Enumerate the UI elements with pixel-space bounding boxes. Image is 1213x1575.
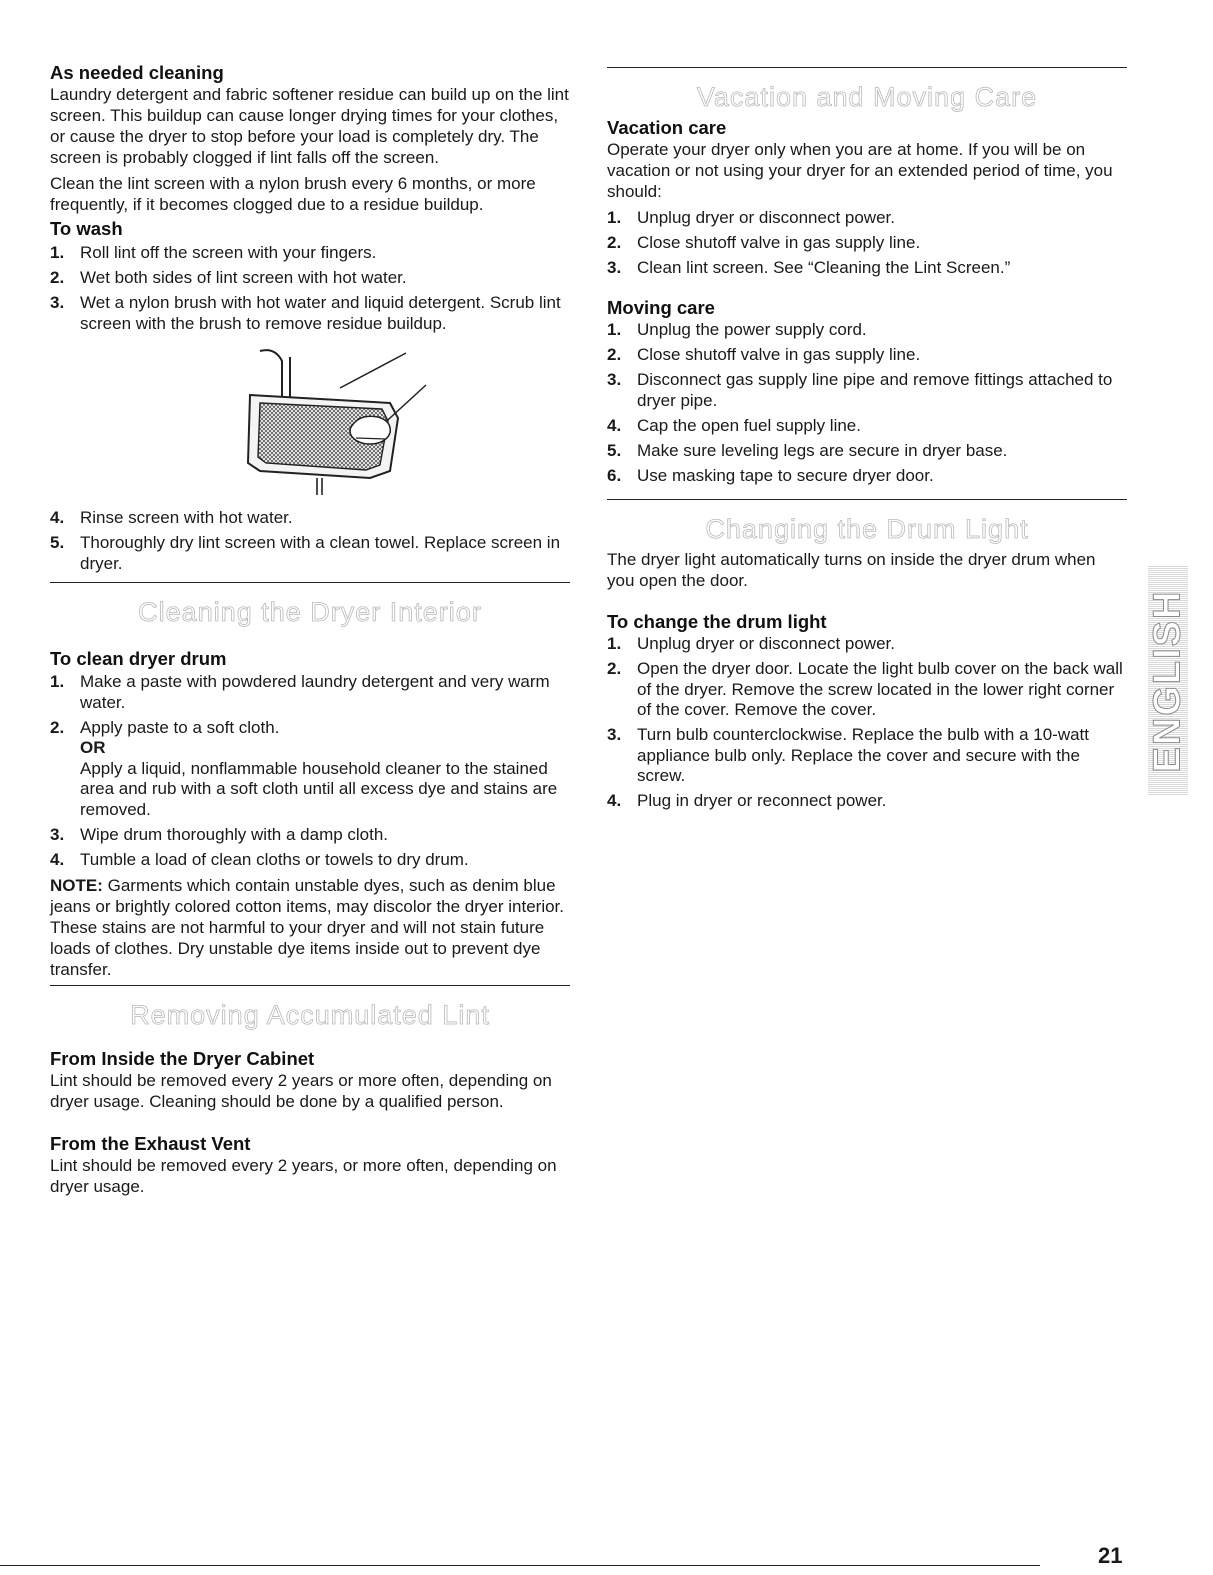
clean-dryer-drum-section (50, 648, 570, 980)
drum-light-section (607, 549, 1127, 816)
or-label: OR (80, 738, 106, 757)
cabinet-heading: From Inside the Dryer Cabinet (50, 1048, 315, 1069)
as-needed-cleaning-section (50, 62, 570, 215)
drum-light-steps (607, 634, 1127, 812)
to-wash-heading: To wash (50, 218, 123, 239)
lint-screen-brush-illustration (230, 343, 430, 503)
drum-light-intro: The dryer light automatically turns on inside the dryer drum when you open the door. (607, 550, 1096, 590)
vacation-intro: Operate your dryer only when you are at home. If you will be on vacation or not using your dryer for an extended period of time, you should: (607, 140, 1113, 201)
list-item: 1. Roll lint off the screen with your fingers. (50, 243, 377, 262)
list-item: 4. Tumble a load of clean cloths or towels to dry drum. (50, 849, 469, 869)
list-item: 5. Thoroughly dry lint screen with a clean towel. Replace screen in dryer. (50, 533, 561, 573)
list-item: 5. Make sure leveling legs are secure in dryer base. (607, 440, 1008, 460)
moving-heading: Moving care (607, 297, 715, 318)
as-needed-paragraph-2: Clean the lint screen with a nylon brush every 6 months, or more frequently, if it becomes clogged due to a residue buildup. (50, 174, 536, 214)
to-wash-section (50, 218, 570, 339)
list-item: 2. Apply paste to a soft cloth. OR Apply a liquid, nonflammable household cleaner to the stained area and rub with a soft cloth until all excess dye and stains are removed. (50, 718, 570, 821)
to-wash-steps-continued (50, 508, 570, 579)
list-item: 4. Plug in dryer or reconnect power. (607, 791, 887, 810)
vent-text: Lint should be removed every 2 years, or more often, depending on dryer usage. (50, 1156, 557, 1196)
moving-steps (607, 320, 1127, 486)
page-number: 21 (1098, 1543, 1123, 1568)
section-title-vacation-moving: Vacation and Moving Care (696, 82, 1038, 112)
section-divider (50, 985, 570, 986)
language-side-tab (1148, 566, 1188, 796)
vacation-heading: Vacation care (607, 117, 727, 138)
as-needed-heading: As needed cleaning (50, 62, 224, 83)
to-wash-steps (50, 243, 570, 334)
as-needed-paragraph-1: Laundry detergent and fabric softener residue can build up on the lint screen. This buildup can cause longer drying times for your clothes, or cause the dryer to stop before your load is completely dry. The screen is probably clogged if lint falls off the screen. (50, 85, 569, 167)
list-item: 3. Turn bulb counterclockwise. Replace the bulb with a 10-watt appliance bulb only. Replace the cover and secure with the screw. (607, 725, 1089, 785)
vacation-steps (607, 208, 1127, 279)
section-title-removing-lint: Removing Accumulated Lint (130, 1000, 490, 1030)
list-item: 2. Open the dryer door. Locate the light bulb cover on the back wall of the dryer. Remove the screw located in the lower right corner of the cover. Remove the cover. (607, 659, 1123, 719)
section-divider (607, 67, 1127, 68)
vent-heading: From the Exhaust Vent (50, 1133, 251, 1154)
list-item: 2. Close shutoff valve in gas supply line. (607, 233, 921, 252)
list-item: 4. Cap the open fuel supply line. (607, 415, 861, 435)
to-wash-steps-continued-list (50, 508, 570, 574)
or-alternative-text: Apply a liquid, nonflammable household cleaner to the stained area and rub with a soft cloth until all excess dye and stains are removed. (80, 758, 558, 819)
side-tab-label: ENGLISH (1146, 589, 1189, 773)
section-title-dryer-interior: Cleaning the Dryer Interior (138, 597, 482, 627)
drum-light-heading: To change the drum light (607, 611, 827, 632)
list-item: 2. Wet both sides of lint screen with hot water. (50, 268, 407, 287)
clean-drum-heading: To clean dryer drum (50, 648, 227, 669)
lint-cabinet-section (50, 1048, 570, 1112)
list-item: 4. Rinse screen with hot water. (50, 508, 293, 527)
footer-rule (0, 1565, 1040, 1566)
section-divider (607, 499, 1127, 500)
list-item: 3. Wipe drum thoroughly with a damp cloth. (50, 824, 389, 844)
lint-vent-section (50, 1133, 570, 1197)
list-item: 2. Close shutoff valve in gas supply line. (607, 345, 921, 364)
section-title-drum-light: Changing the Drum Light (705, 514, 1029, 544)
list-item: 3. Clean lint screen. See “Cleaning the Lint Screen.” (607, 258, 1011, 277)
list-item: 1. Unplug dryer or disconnect power. (607, 208, 895, 227)
list-item: 3. Wet a nylon brush with hot water and liquid detergent. Scrub lint screen with the brush to remove residue buildup. (50, 293, 561, 333)
list-item: 1. Unplug dryer or disconnect power. (607, 634, 895, 653)
list-item: 1. Make a paste with powdered laundry detergent and very warm water. (50, 672, 550, 712)
moving-care-section (607, 297, 1127, 491)
cabinet-text: Lint should be removed every 2 years or more often, depending on dryer usage. Cleaning should be done by a qualified person. (50, 1071, 552, 1111)
note-paragraph (50, 875, 570, 980)
list-item: 3. Disconnect gas supply line pipe and remove fittings attached to dryer pipe. (607, 370, 1113, 410)
note-label: NOTE: (50, 875, 103, 895)
section-divider (50, 582, 570, 583)
list-item: 6. Use masking tape to secure dryer door. (607, 465, 934, 485)
vacation-care-section (607, 117, 1127, 283)
clean-drum-steps (50, 672, 570, 870)
note-text: Garments which contain unstable dyes, such as denim blue jeans or brightly colored cotton items, may discolor the dryer interior. These stains are not harmful to your dryer and will not stain future loads of clothes. Dry unstable dye items inside out to prevent dye transfer. (50, 875, 565, 979)
list-item: 1. Unplug the power supply cord. (607, 320, 867, 339)
